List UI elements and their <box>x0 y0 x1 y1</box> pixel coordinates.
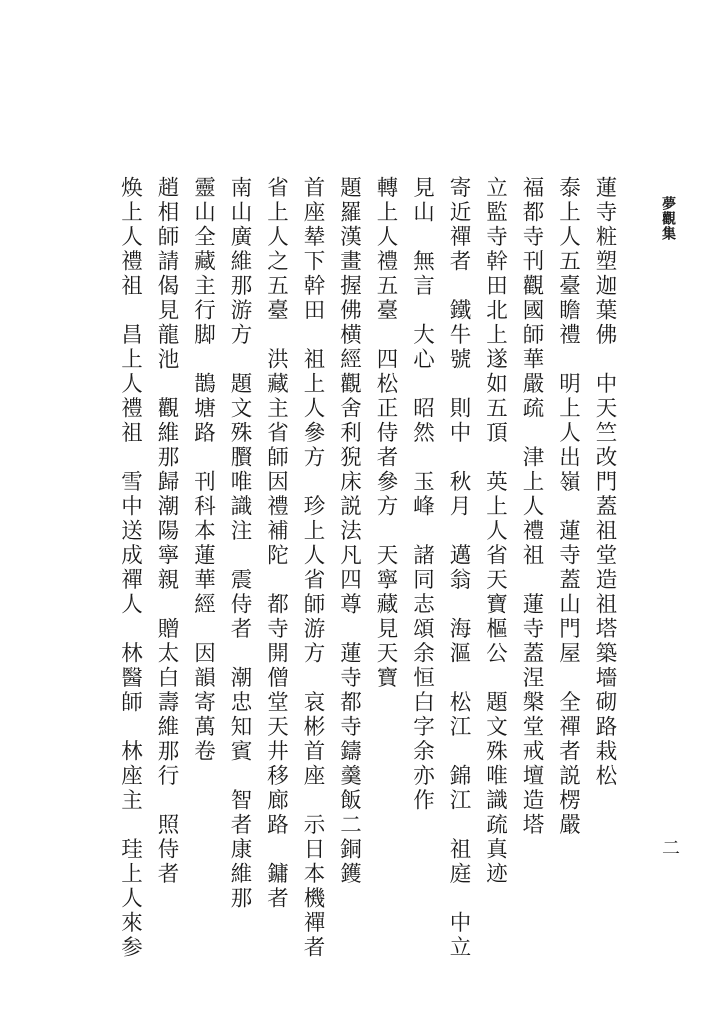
toc-column: 南山廣維那游方 題文殊臔唯識注 震侍者 潮忠知賓 智者康維那 <box>227 176 252 911</box>
toc-column: 焕上人禮祖 昌上人禮祖 雪中送成禪人 林醫師 林座主 珪上人來参 <box>117 176 143 960</box>
toc-column: 泰上人五臺瞻禮 明上人出嶺 蓮寺蓋山門屋 全禪者説楞嚴 <box>555 176 581 838</box>
toc-column: 立監寺幹田北上遂如五頂 英上人省天寶樞公 題文殊唯識疏真迹 <box>482 176 508 887</box>
toc-column: 轉上人禮五臺 四松正侍者參方 天寧藏見天寶 <box>373 176 398 691</box>
toc-column: 蓮寺粧塑迦葉佛 中天竺改門蓋祖堂造祖塔築墻砌路栽松 <box>592 176 617 789</box>
table-of-contents <box>117 176 622 960</box>
page-number: 二 <box>659 838 680 856</box>
toc-column: 福都寺刊觀國師華嚴疏 津上人禮祖 蓮寺蓋涅槃堂戒壇造塔 <box>519 176 544 838</box>
book-title: 夢觀集 <box>660 196 676 241</box>
toc-column: 趙相師請偈見龍池 觀維那歸潮陽寧親 贈太白壽維那行 照侍者 <box>154 176 179 887</box>
toc-column: 寄近禪者 鐵牛號 則中 秋月 邁翁 海漚 松江 錦江 祖庭 中立 <box>446 176 471 960</box>
toc-column: 省上人之五臺 洪藏主省師因禮補陀 都寺開僧堂天井移廊路 鏞者 <box>263 176 289 911</box>
toc-column: 題羅漢畫握佛横經觀舍利猊床説法凡四尊 蓮寺都寺鑄羹飯二銅鑊 <box>336 176 362 887</box>
toc-column: 靈山全藏主行脚 鵲塘路 刊科本蓮華經 因韻寄萬卷 <box>190 176 216 764</box>
toc-column: 見山 無言 大心 昭然 玉峰 諸同志頌余恒白字余亦作 <box>409 176 435 813</box>
toc-column: 首座辇下幹田 祖上人參方 珍上人省師游方 哀彬首座 示日本機禪者 <box>300 176 325 960</box>
